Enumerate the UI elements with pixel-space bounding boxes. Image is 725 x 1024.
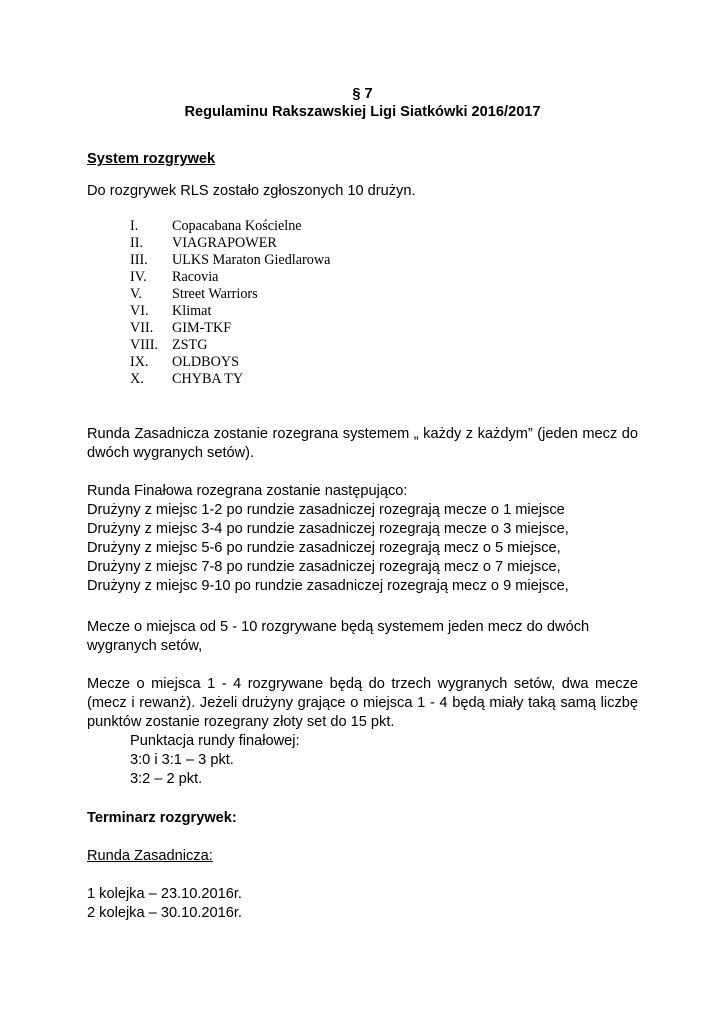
team-name: Racovia [172,269,219,285]
schedule-round: 1 kolejka – 23.10.2016r. [87,886,242,902]
team-number: V. [130,286,142,302]
regular-round-line: Runda Zasadnicza zostanie rozegrana systemem „ każdy z każdym” (jeden mecz do [87,426,638,442]
schedule-round: 2 kolejka – 30.10.2016r. [87,905,242,921]
team-number: IX. [130,354,149,370]
team-number: I. [130,218,139,234]
team-name: ZSTG [172,337,208,353]
system-intro: Do rozgrywek RLS zostało zgłoszonych 10 drużyn. [87,183,416,199]
system-heading: System rozgrywek [87,151,216,167]
team-number: VII. [130,320,154,336]
team-number: III. [130,252,148,268]
scoring-label: Punktacja rundy finałowej: [130,733,300,749]
team-name: CHYBA TY [172,371,244,387]
final-round-intro: Runda Finałowa rozegrana zostanie następująco: [87,483,408,499]
schedule-heading: Terminarz rozgrywek: [87,810,237,826]
team-name: ULKS Maraton Giedlarowa [172,252,331,268]
scoring-line: 3:2 – 2 pkt. [130,771,203,787]
final-round-line: Drużyny z miejsc 5-6 po rundzie zasadniczej rozegrają mecz o 5 miejsce, [87,540,561,556]
places-1-4-line: (mecz i rewanż). Jeżeli drużyny grające o miejsca 1 - 4 będą miały taką samą liczbę [87,695,638,711]
regular-round-line: dwóch wygranych setów). [87,445,255,461]
team-name: OLDBOYS [172,354,240,370]
team-number: X. [130,371,144,387]
team-name: Klimat [172,303,212,319]
final-round-line: Drużyny z miejsc 9-10 po rundzie zasadniczej rozegrają mecz o 9 miejsce, [87,578,569,594]
final-round-line: Drużyny z miejsc 3-4 po rundzie zasadniczej rozegrają mecze o 3 miejsce, [87,521,569,537]
team-name: GIM-TKF [172,320,232,336]
places-1-4-line: Mecze o miejsca 1 - 4 rozgrywane będą do trzech wygranych setów, dwa mecze [87,676,638,692]
team-number: VI. [130,303,149,319]
team-number: IV. [130,269,147,285]
team-number: II. [130,235,143,251]
team-number: VIII. [130,337,158,353]
places-5-10-line: wygranych setów, [87,638,203,654]
team-name: Street Warriors [172,286,258,302]
final-round-line: Drużyny z miejsc 7-8 po rundzie zasadniczej rozegrają mecz o 7 miejsce, [87,559,561,575]
places-1-4-line: punktów zostanie rozegrany złoty set do 15 pkt. [87,714,395,730]
schedule-subheading: Runda Zasadnicza: [87,848,213,864]
places-5-10-line: Mecze o miejsca od 5 - 10 rozgrywane będą systemem jeden mecz do dwóch [87,619,590,635]
final-round-line: Drużyny z miejsc 1-2 po rundzie zasadniczej rozegrają mecze o 1 miejsce [87,502,565,518]
document-title: Regulaminu Rakszawskiej Ligi Siatkówki 2016/2017 [184,104,541,120]
team-name: Copacabana Kościelne [172,218,302,234]
scoring-line: 3:0 i 3:1 – 3 pkt. [130,752,234,768]
paragraph-number: § 7 [352,86,373,102]
team-name: VIAGRAPOWER [172,235,277,251]
